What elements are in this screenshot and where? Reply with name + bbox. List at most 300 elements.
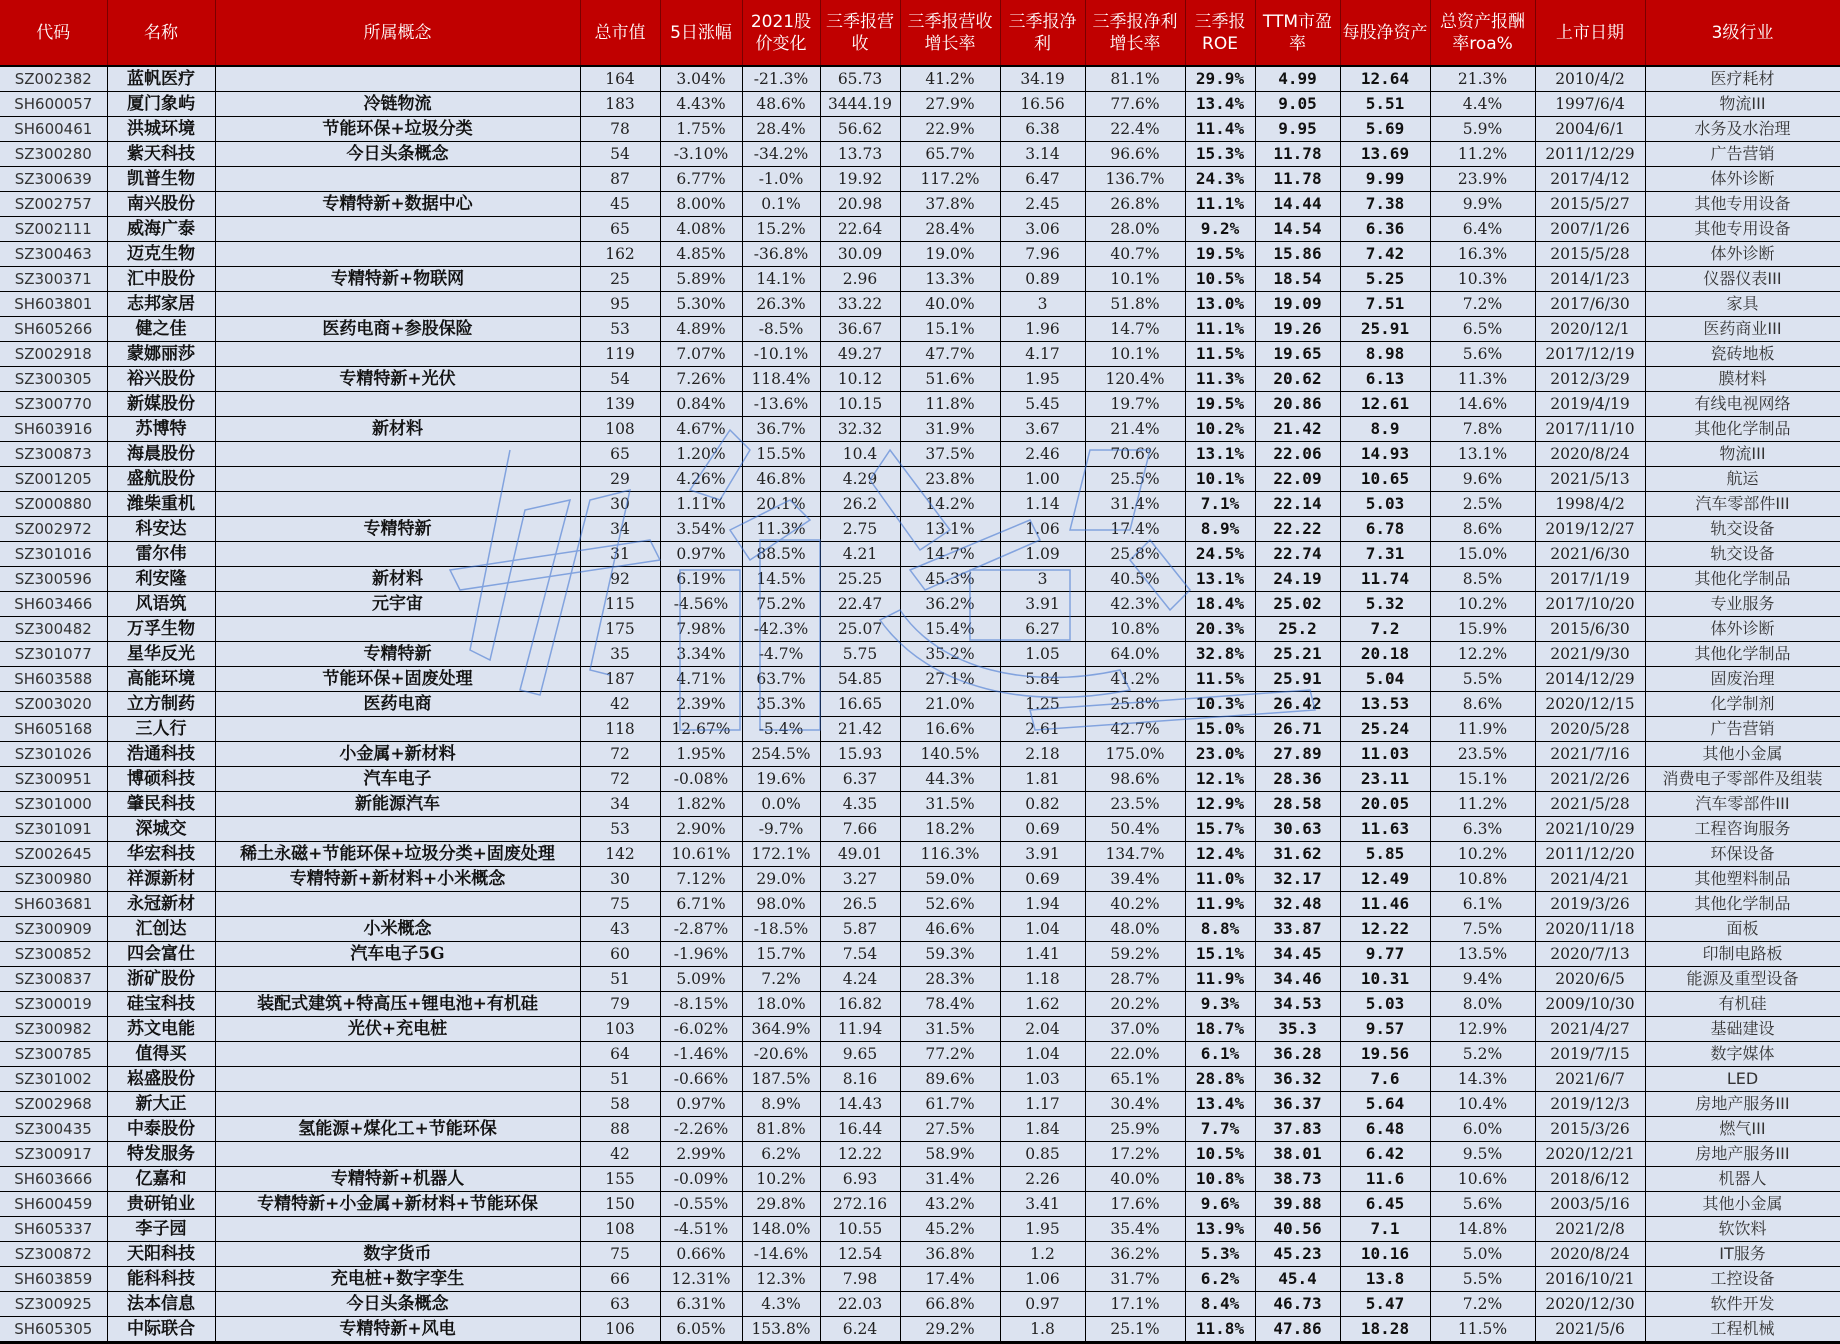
market-cap-cell[interactable]: 53 bbox=[580, 317, 660, 342]
ttm-pe-cell[interactable]: 45.23 bbox=[1255, 1242, 1340, 1267]
ttm-pe-cell[interactable]: 25.02 bbox=[1255, 592, 1340, 617]
market-cap-cell[interactable]: 183 bbox=[580, 92, 660, 117]
q3-net-profit-growth-cell[interactable]: 37.0% bbox=[1085, 1017, 1185, 1042]
stock-code-cell[interactable]: SZ301002 bbox=[0, 1067, 107, 1092]
q3-net-profit-growth-cell[interactable]: 81.1% bbox=[1085, 66, 1185, 92]
stock-code-cell[interactable]: SZ300982 bbox=[0, 1017, 107, 1042]
q3-roe-cell[interactable]: 10.2% bbox=[1185, 417, 1255, 442]
ttm-pe-cell[interactable]: 28.36 bbox=[1255, 767, 1340, 792]
q3-net-profit-cell[interactable]: 1.95 bbox=[1000, 367, 1085, 392]
industry-l3-cell[interactable]: 家具 bbox=[1645, 292, 1840, 317]
stock-name-cell[interactable]: 威海广泰 bbox=[107, 217, 215, 242]
table-row[interactable] bbox=[0, 692, 1840, 717]
price-change-2021-cell[interactable]: 18.0% bbox=[742, 992, 820, 1017]
listing-date-cell[interactable]: 2021/6/30 bbox=[1535, 542, 1645, 567]
q3-revenue-growth-cell[interactable]: 28.4% bbox=[900, 217, 1000, 242]
price-change-2021-cell[interactable]: 148.0% bbox=[742, 1217, 820, 1242]
price-change-2021-cell[interactable]: -14.6% bbox=[742, 1242, 820, 1267]
bvps-cell[interactable]: 11.03 bbox=[1340, 742, 1430, 767]
industry-l3-cell[interactable]: 有机硅 bbox=[1645, 992, 1840, 1017]
q3-revenue-growth-cell[interactable]: 31.9% bbox=[900, 417, 1000, 442]
stock-name-cell[interactable]: 苏文电能 bbox=[107, 1017, 215, 1042]
market-cap-cell[interactable]: 139 bbox=[580, 392, 660, 417]
stock-code-cell[interactable]: SZ300596 bbox=[0, 567, 107, 592]
stock-name-cell[interactable]: 三人行 bbox=[107, 717, 215, 742]
change-5d-cell[interactable]: 5.89% bbox=[660, 267, 742, 292]
table-row[interactable] bbox=[0, 1017, 1840, 1042]
concept-cell[interactable]: 专精特新+数据中心 bbox=[215, 192, 580, 217]
stock-name-cell[interactable]: 永冠新材 bbox=[107, 892, 215, 917]
q3-net-profit-cell[interactable]: 3.14 bbox=[1000, 142, 1085, 167]
concept-cell[interactable]: 医药电商 bbox=[215, 692, 580, 717]
q3-net-profit-cell[interactable]: 0.85 bbox=[1000, 1142, 1085, 1167]
listing-date-cell[interactable]: 2014/12/29 bbox=[1535, 667, 1645, 692]
bvps-cell[interactable]: 7.2 bbox=[1340, 617, 1430, 642]
price-change-2021-cell[interactable]: 15.7% bbox=[742, 942, 820, 967]
listing-date-cell[interactable]: 2009/10/30 bbox=[1535, 992, 1645, 1017]
concept-cell[interactable] bbox=[215, 1142, 580, 1167]
concept-cell[interactable] bbox=[215, 1217, 580, 1242]
price-change-2021-cell[interactable]: 6.2% bbox=[742, 1142, 820, 1167]
q3-net-profit-growth-cell[interactable]: 96.6% bbox=[1085, 142, 1185, 167]
listing-date-cell[interactable]: 2012/3/29 bbox=[1535, 367, 1645, 392]
listing-date-cell[interactable]: 2020/6/5 bbox=[1535, 967, 1645, 992]
q3-revenue-cell[interactable]: 13.73 bbox=[820, 142, 900, 167]
concept-cell[interactable]: 充电桩+数字孪生 bbox=[215, 1267, 580, 1292]
change-5d-cell[interactable]: 4.85% bbox=[660, 242, 742, 267]
listing-date-cell[interactable]: 1997/6/4 bbox=[1535, 92, 1645, 117]
concept-cell[interactable]: 医药电商+参股保险 bbox=[215, 317, 580, 342]
price-change-2021-cell[interactable]: 46.8% bbox=[742, 467, 820, 492]
bvps-cell[interactable]: 5.03 bbox=[1340, 492, 1430, 517]
price-change-2021-cell[interactable]: 364.9% bbox=[742, 1017, 820, 1042]
industry-l3-cell[interactable]: 其他化学制品 bbox=[1645, 642, 1840, 667]
stock-code-cell[interactable]: SZ300280 bbox=[0, 142, 107, 167]
concept-cell[interactable]: 小金属+新材料 bbox=[215, 742, 580, 767]
price-change-2021-cell[interactable]: -4.7% bbox=[742, 642, 820, 667]
ttm-pe-cell[interactable]: 19.09 bbox=[1255, 292, 1340, 317]
stock-code-cell[interactable]: SZ300873 bbox=[0, 442, 107, 467]
stock-name-cell[interactable]: 中泰股份 bbox=[107, 1117, 215, 1142]
q3-roe-cell[interactable]: 9.3% bbox=[1185, 992, 1255, 1017]
table-row[interactable] bbox=[0, 417, 1840, 442]
stock-code-cell[interactable]: SZ301077 bbox=[0, 642, 107, 667]
change-5d-cell[interactable]: 6.71% bbox=[660, 892, 742, 917]
concept-cell[interactable]: 新材料 bbox=[215, 417, 580, 442]
column-header[interactable]: 所属概念 bbox=[215, 0, 580, 66]
q3-net-profit-cell[interactable]: 3.91 bbox=[1000, 842, 1085, 867]
q3-revenue-cell[interactable]: 3444.19 bbox=[820, 92, 900, 117]
q3-net-profit-growth-cell[interactable]: 22.0% bbox=[1085, 1042, 1185, 1067]
change-5d-cell[interactable]: -2.87% bbox=[660, 917, 742, 942]
q3-revenue-growth-cell[interactable]: 47.7% bbox=[900, 342, 1000, 367]
industry-l3-cell[interactable]: 燃气III bbox=[1645, 1117, 1840, 1142]
q3-revenue-cell[interactable]: 7.66 bbox=[820, 817, 900, 842]
stock-code-cell[interactable]: SH605266 bbox=[0, 317, 107, 342]
stock-code-cell[interactable]: SZ300872 bbox=[0, 1242, 107, 1267]
roa-cell[interactable]: 5.6% bbox=[1430, 342, 1535, 367]
roa-cell[interactable]: 8.6% bbox=[1430, 517, 1535, 542]
bvps-cell[interactable]: 11.46 bbox=[1340, 892, 1430, 917]
q3-roe-cell[interactable]: 11.9% bbox=[1185, 892, 1255, 917]
q3-roe-cell[interactable]: 13.1% bbox=[1185, 442, 1255, 467]
change-5d-cell[interactable]: -0.66% bbox=[660, 1067, 742, 1092]
market-cap-cell[interactable]: 54 bbox=[580, 142, 660, 167]
change-5d-cell[interactable]: 12.67% bbox=[660, 717, 742, 742]
ttm-pe-cell[interactable]: 25.91 bbox=[1255, 667, 1340, 692]
concept-cell[interactable]: 新材料 bbox=[215, 567, 580, 592]
q3-revenue-cell[interactable]: 25.25 bbox=[820, 567, 900, 592]
bvps-cell[interactable]: 19.56 bbox=[1340, 1042, 1430, 1067]
q3-revenue-growth-cell[interactable]: 27.5% bbox=[900, 1117, 1000, 1142]
q3-revenue-growth-cell[interactable]: 36.2% bbox=[900, 592, 1000, 617]
listing-date-cell[interactable]: 2020/7/13 bbox=[1535, 942, 1645, 967]
stock-name-cell[interactable]: 蓝帆医疗 bbox=[107, 66, 215, 92]
industry-l3-cell[interactable]: 膜材料 bbox=[1645, 367, 1840, 392]
price-change-2021-cell[interactable]: 48.6% bbox=[742, 92, 820, 117]
table-row[interactable] bbox=[0, 1092, 1840, 1117]
q3-roe-cell[interactable]: 11.5% bbox=[1185, 342, 1255, 367]
industry-l3-cell[interactable]: 房地产服务III bbox=[1645, 1142, 1840, 1167]
q3-roe-cell[interactable]: 11.1% bbox=[1185, 192, 1255, 217]
stock-code-cell[interactable]: SH603666 bbox=[0, 1167, 107, 1192]
table-row[interactable] bbox=[0, 1067, 1840, 1092]
stock-name-cell[interactable]: 新大正 bbox=[107, 1092, 215, 1117]
concept-cell[interactable] bbox=[215, 242, 580, 267]
q3-roe-cell[interactable]: 15.1% bbox=[1185, 942, 1255, 967]
q3-revenue-cell[interactable]: 49.27 bbox=[820, 342, 900, 367]
q3-net-profit-growth-cell[interactable]: 31.7% bbox=[1085, 1267, 1185, 1292]
industry-l3-cell[interactable]: 瓷砖地板 bbox=[1645, 342, 1840, 367]
ttm-pe-cell[interactable]: 26.71 bbox=[1255, 717, 1340, 742]
price-change-2021-cell[interactable]: 15.5% bbox=[742, 442, 820, 467]
ttm-pe-cell[interactable]: 45.4 bbox=[1255, 1267, 1340, 1292]
q3-roe-cell[interactable]: 23.0% bbox=[1185, 742, 1255, 767]
concept-cell[interactable]: 专精特新 bbox=[215, 642, 580, 667]
q3-revenue-cell[interactable]: 16.44 bbox=[820, 1117, 900, 1142]
q3-net-profit-growth-cell[interactable]: 19.7% bbox=[1085, 392, 1185, 417]
q3-roe-cell[interactable]: 9.6% bbox=[1185, 1192, 1255, 1217]
ttm-pe-cell[interactable]: 22.09 bbox=[1255, 467, 1340, 492]
stock-name-cell[interactable]: 博硕科技 bbox=[107, 767, 215, 792]
roa-cell[interactable]: 5.5% bbox=[1430, 1267, 1535, 1292]
bvps-cell[interactable]: 5.25 bbox=[1340, 267, 1430, 292]
roa-cell[interactable]: 10.6% bbox=[1430, 1167, 1535, 1192]
concept-cell[interactable] bbox=[215, 892, 580, 917]
stock-name-cell[interactable]: 能科科技 bbox=[107, 1267, 215, 1292]
bvps-cell[interactable]: 5.47 bbox=[1340, 1292, 1430, 1317]
concept-cell[interactable]: 专精特新+物联网 bbox=[215, 267, 580, 292]
bvps-cell[interactable]: 7.6 bbox=[1340, 1067, 1430, 1092]
q3-net-profit-growth-cell[interactable]: 59.2% bbox=[1085, 942, 1185, 967]
change-5d-cell[interactable]: 10.61% bbox=[660, 842, 742, 867]
industry-l3-cell[interactable]: 物流III bbox=[1645, 92, 1840, 117]
market-cap-cell[interactable]: 51 bbox=[580, 967, 660, 992]
q3-revenue-cell[interactable]: 26.2 bbox=[820, 492, 900, 517]
concept-cell[interactable]: 节能环保+垃圾分类 bbox=[215, 117, 580, 142]
stock-name-cell[interactable]: 汇中股份 bbox=[107, 267, 215, 292]
q3-roe-cell[interactable]: 15.0% bbox=[1185, 717, 1255, 742]
q3-roe-cell[interactable]: 11.3% bbox=[1185, 367, 1255, 392]
ttm-pe-cell[interactable]: 38.73 bbox=[1255, 1167, 1340, 1192]
table-row[interactable] bbox=[0, 1117, 1840, 1142]
stock-name-cell[interactable]: 南兴股份 bbox=[107, 192, 215, 217]
bvps-cell[interactable]: 5.03 bbox=[1340, 992, 1430, 1017]
q3-revenue-cell[interactable]: 22.47 bbox=[820, 592, 900, 617]
q3-roe-cell[interactable]: 11.4% bbox=[1185, 117, 1255, 142]
ttm-pe-cell[interactable]: 30.63 bbox=[1255, 817, 1340, 842]
q3-revenue-cell[interactable]: 21.42 bbox=[820, 717, 900, 742]
listing-date-cell[interactable]: 2019/12/3 bbox=[1535, 1092, 1645, 1117]
roa-cell[interactable]: 9.6% bbox=[1430, 467, 1535, 492]
price-change-2021-cell[interactable]: 19.6% bbox=[742, 767, 820, 792]
q3-net-profit-cell[interactable]: 1.00 bbox=[1000, 467, 1085, 492]
ttm-pe-cell[interactable]: 21.42 bbox=[1255, 417, 1340, 442]
listing-date-cell[interactable]: 2017/6/30 bbox=[1535, 292, 1645, 317]
industry-l3-cell[interactable]: 汽车零部件III bbox=[1645, 492, 1840, 517]
listing-date-cell[interactable]: 2015/3/26 bbox=[1535, 1117, 1645, 1142]
change-5d-cell[interactable]: 4.71% bbox=[660, 667, 742, 692]
change-5d-cell[interactable]: -0.55% bbox=[660, 1192, 742, 1217]
q3-revenue-growth-cell[interactable]: 28.3% bbox=[900, 967, 1000, 992]
q3-revenue-cell[interactable]: 14.43 bbox=[820, 1092, 900, 1117]
industry-l3-cell[interactable]: 机器人 bbox=[1645, 1167, 1840, 1192]
stock-code-cell[interactable]: SZ002645 bbox=[0, 842, 107, 867]
roa-cell[interactable]: 8.5% bbox=[1430, 567, 1535, 592]
column-header[interactable]: 3级行业 bbox=[1645, 0, 1840, 66]
q3-revenue-cell[interactable]: 54.85 bbox=[820, 667, 900, 692]
stock-name-cell[interactable]: 中际联合 bbox=[107, 1317, 215, 1343]
market-cap-cell[interactable]: 95 bbox=[580, 292, 660, 317]
concept-cell[interactable]: 节能环保+固废处理 bbox=[215, 667, 580, 692]
ttm-pe-cell[interactable]: 34.45 bbox=[1255, 942, 1340, 967]
bvps-cell[interactable]: 5.64 bbox=[1340, 1092, 1430, 1117]
listing-date-cell[interactable]: 2021/2/8 bbox=[1535, 1217, 1645, 1242]
q3-revenue-growth-cell[interactable]: 16.6% bbox=[900, 717, 1000, 742]
ttm-pe-cell[interactable]: 40.56 bbox=[1255, 1217, 1340, 1242]
industry-l3-cell[interactable]: 基础建设 bbox=[1645, 1017, 1840, 1042]
industry-l3-cell[interactable]: 汽车零部件III bbox=[1645, 792, 1840, 817]
stock-code-cell[interactable]: SZ300770 bbox=[0, 392, 107, 417]
q3-revenue-cell[interactable]: 16.82 bbox=[820, 992, 900, 1017]
q3-net-profit-cell[interactable]: 1.8 bbox=[1000, 1317, 1085, 1343]
listing-date-cell[interactable]: 2015/5/27 bbox=[1535, 192, 1645, 217]
q3-revenue-growth-cell[interactable]: 78.4% bbox=[900, 992, 1000, 1017]
bvps-cell[interactable]: 6.48 bbox=[1340, 1117, 1430, 1142]
listing-date-cell[interactable]: 2019/4/19 bbox=[1535, 392, 1645, 417]
table-row[interactable] bbox=[0, 167, 1840, 192]
stock-code-cell[interactable]: SH603466 bbox=[0, 592, 107, 617]
stock-name-cell[interactable]: 志邦家居 bbox=[107, 292, 215, 317]
ttm-pe-cell[interactable]: 32.48 bbox=[1255, 892, 1340, 917]
q3-revenue-growth-cell[interactable]: 31.5% bbox=[900, 1017, 1000, 1042]
q3-net-profit-cell[interactable]: 1.95 bbox=[1000, 1217, 1085, 1242]
stock-code-cell[interactable]: SZ002918 bbox=[0, 342, 107, 367]
q3-net-profit-cell[interactable]: 6.27 bbox=[1000, 617, 1085, 642]
industry-l3-cell[interactable]: 数字媒体 bbox=[1645, 1042, 1840, 1067]
roa-cell[interactable]: 5.5% bbox=[1430, 667, 1535, 692]
bvps-cell[interactable]: 6.42 bbox=[1340, 1142, 1430, 1167]
q3-revenue-cell[interactable]: 5.87 bbox=[820, 917, 900, 942]
stock-name-cell[interactable]: 高能环境 bbox=[107, 667, 215, 692]
market-cap-cell[interactable]: 34 bbox=[580, 792, 660, 817]
stock-name-cell[interactable]: 苏博特 bbox=[107, 417, 215, 442]
stock-code-cell[interactable]: SZ002972 bbox=[0, 517, 107, 542]
q3-roe-cell[interactable]: 6.1% bbox=[1185, 1042, 1255, 1067]
bvps-cell[interactable]: 8.9 bbox=[1340, 417, 1430, 442]
q3-revenue-growth-cell[interactable]: 14.7% bbox=[900, 542, 1000, 567]
industry-l3-cell[interactable]: 医药商业III bbox=[1645, 317, 1840, 342]
change-5d-cell[interactable]: 3.04% bbox=[660, 66, 742, 92]
q3-net-profit-cell[interactable]: 1.05 bbox=[1000, 642, 1085, 667]
change-5d-cell[interactable]: 3.54% bbox=[660, 517, 742, 542]
ttm-pe-cell[interactable]: 22.14 bbox=[1255, 492, 1340, 517]
q3-revenue-cell[interactable]: 26.5 bbox=[820, 892, 900, 917]
price-change-2021-cell[interactable]: -36.8% bbox=[742, 242, 820, 267]
roa-cell[interactable]: 5.6% bbox=[1430, 1192, 1535, 1217]
change-5d-cell[interactable]: 4.89% bbox=[660, 317, 742, 342]
industry-l3-cell[interactable]: 其他化学制品 bbox=[1645, 417, 1840, 442]
price-change-2021-cell[interactable]: 81.8% bbox=[742, 1117, 820, 1142]
roa-cell[interactable]: 13.5% bbox=[1430, 942, 1535, 967]
q3-net-profit-growth-cell[interactable]: 42.3% bbox=[1085, 592, 1185, 617]
industry-l3-cell[interactable]: 其他专用设备 bbox=[1645, 192, 1840, 217]
stock-code-cell[interactable]: SH600057 bbox=[0, 92, 107, 117]
market-cap-cell[interactable]: 150 bbox=[580, 1192, 660, 1217]
price-change-2021-cell[interactable]: 153.8% bbox=[742, 1317, 820, 1343]
price-change-2021-cell[interactable]: -13.6% bbox=[742, 392, 820, 417]
market-cap-cell[interactable]: 118 bbox=[580, 717, 660, 742]
stock-code-cell[interactable]: SZ300435 bbox=[0, 1117, 107, 1142]
q3-revenue-growth-cell[interactable]: 15.4% bbox=[900, 617, 1000, 642]
roa-cell[interactable]: 9.4% bbox=[1430, 967, 1535, 992]
bvps-cell[interactable]: 20.18 bbox=[1340, 642, 1430, 667]
ttm-pe-cell[interactable]: 35.3 bbox=[1255, 1017, 1340, 1042]
q3-net-profit-growth-cell[interactable]: 26.8% bbox=[1085, 192, 1185, 217]
q3-roe-cell[interactable]: 8.4% bbox=[1185, 1292, 1255, 1317]
roa-cell[interactable]: 11.2% bbox=[1430, 792, 1535, 817]
price-change-2021-cell[interactable]: 35.3% bbox=[742, 692, 820, 717]
q3-revenue-cell[interactable]: 65.73 bbox=[820, 66, 900, 92]
stock-name-cell[interactable]: 李子园 bbox=[107, 1217, 215, 1242]
column-header[interactable]: 三季报ROE bbox=[1185, 0, 1255, 66]
q3-net-profit-cell[interactable]: 2.18 bbox=[1000, 742, 1085, 767]
price-change-2021-cell[interactable]: 63.7% bbox=[742, 667, 820, 692]
q3-revenue-growth-cell[interactable]: 59.0% bbox=[900, 867, 1000, 892]
q3-net-profit-cell[interactable]: 0.97 bbox=[1000, 1292, 1085, 1317]
concept-cell[interactable] bbox=[215, 467, 580, 492]
concept-cell[interactable] bbox=[215, 1042, 580, 1067]
ttm-pe-cell[interactable]: 34.53 bbox=[1255, 992, 1340, 1017]
q3-net-profit-cell[interactable]: 1.04 bbox=[1000, 917, 1085, 942]
q3-revenue-cell[interactable]: 56.62 bbox=[820, 117, 900, 142]
concept-cell[interactable]: 冷链物流 bbox=[215, 92, 580, 117]
roa-cell[interactable]: 4.4% bbox=[1430, 92, 1535, 117]
q3-revenue-growth-cell[interactable]: 51.6% bbox=[900, 367, 1000, 392]
stock-code-cell[interactable]: SZ003020 bbox=[0, 692, 107, 717]
stock-code-cell[interactable]: SH605337 bbox=[0, 1217, 107, 1242]
market-cap-cell[interactable]: 78 bbox=[580, 117, 660, 142]
listing-date-cell[interactable]: 2020/8/24 bbox=[1535, 442, 1645, 467]
price-change-2021-cell[interactable]: -8.5% bbox=[742, 317, 820, 342]
q3-roe-cell[interactable]: 11.8% bbox=[1185, 1317, 1255, 1343]
table-row[interactable] bbox=[0, 66, 1840, 92]
roa-cell[interactable]: 12.2% bbox=[1430, 642, 1535, 667]
price-change-2021-cell[interactable]: 98.0% bbox=[742, 892, 820, 917]
table-row[interactable] bbox=[0, 917, 1840, 942]
listing-date-cell[interactable]: 2004/6/1 bbox=[1535, 117, 1645, 142]
stock-name-cell[interactable]: 科安达 bbox=[107, 517, 215, 542]
roa-cell[interactable]: 8.0% bbox=[1430, 992, 1535, 1017]
market-cap-cell[interactable]: 25 bbox=[580, 267, 660, 292]
listing-date-cell[interactable]: 2020/12/30 bbox=[1535, 1292, 1645, 1317]
bvps-cell[interactable]: 25.91 bbox=[1340, 317, 1430, 342]
q3-revenue-cell[interactable]: 11.94 bbox=[820, 1017, 900, 1042]
table-row[interactable] bbox=[0, 92, 1840, 117]
roa-cell[interactable]: 15.1% bbox=[1430, 767, 1535, 792]
stock-name-cell[interactable]: 厦门象屿 bbox=[107, 92, 215, 117]
market-cap-cell[interactable]: 164 bbox=[580, 66, 660, 92]
change-5d-cell[interactable]: 7.12% bbox=[660, 867, 742, 892]
table-row[interactable] bbox=[0, 1242, 1840, 1267]
concept-cell[interactable] bbox=[215, 817, 580, 842]
market-cap-cell[interactable]: 63 bbox=[580, 1292, 660, 1317]
stock-code-cell[interactable]: SZ301026 bbox=[0, 742, 107, 767]
table-row[interactable] bbox=[0, 667, 1840, 692]
industry-l3-cell[interactable]: 软饮料 bbox=[1645, 1217, 1840, 1242]
table-row[interactable] bbox=[0, 517, 1840, 542]
column-header[interactable]: 三季报净利增长率 bbox=[1085, 0, 1185, 66]
q3-net-profit-cell[interactable]: 1.25 bbox=[1000, 692, 1085, 717]
listing-date-cell[interactable]: 2010/4/2 bbox=[1535, 66, 1645, 92]
roa-cell[interactable]: 7.2% bbox=[1430, 1292, 1535, 1317]
table-row[interactable] bbox=[0, 142, 1840, 167]
table-row[interactable] bbox=[0, 1217, 1840, 1242]
bvps-cell[interactable]: 11.6 bbox=[1340, 1167, 1430, 1192]
change-5d-cell[interactable]: -4.51% bbox=[660, 1217, 742, 1242]
change-5d-cell[interactable]: 6.05% bbox=[660, 1317, 742, 1343]
q3-revenue-cell[interactable]: 4.21 bbox=[820, 542, 900, 567]
roa-cell[interactable]: 10.2% bbox=[1430, 592, 1535, 617]
listing-date-cell[interactable]: 2020/5/28 bbox=[1535, 717, 1645, 742]
q3-net-profit-growth-cell[interactable]: 17.1% bbox=[1085, 1292, 1185, 1317]
industry-l3-cell[interactable]: 广告营销 bbox=[1645, 142, 1840, 167]
table-row[interactable] bbox=[0, 292, 1840, 317]
table-row[interactable] bbox=[0, 642, 1840, 667]
stock-name-cell[interactable]: 深城交 bbox=[107, 817, 215, 842]
q3-net-profit-cell[interactable]: 1.96 bbox=[1000, 317, 1085, 342]
q3-revenue-cell[interactable]: 49.01 bbox=[820, 842, 900, 867]
change-5d-cell[interactable]: 6.31% bbox=[660, 1292, 742, 1317]
market-cap-cell[interactable]: 42 bbox=[580, 1142, 660, 1167]
q3-revenue-growth-cell[interactable]: 140.5% bbox=[900, 742, 1000, 767]
ttm-pe-cell[interactable]: 25.21 bbox=[1255, 642, 1340, 667]
roa-cell[interactable]: 5.9% bbox=[1430, 117, 1535, 142]
listing-date-cell[interactable]: 2020/12/15 bbox=[1535, 692, 1645, 717]
table-row[interactable] bbox=[0, 242, 1840, 267]
q3-net-profit-cell[interactable]: 3.41 bbox=[1000, 1192, 1085, 1217]
q3-revenue-cell[interactable]: 8.16 bbox=[820, 1067, 900, 1092]
column-header[interactable]: 三季报营收 bbox=[820, 0, 900, 66]
table-row[interactable] bbox=[0, 742, 1840, 767]
market-cap-cell[interactable]: 75 bbox=[580, 892, 660, 917]
q3-net-profit-growth-cell[interactable]: 31.4% bbox=[1085, 492, 1185, 517]
bvps-cell[interactable]: 8.98 bbox=[1340, 342, 1430, 367]
q3-net-profit-growth-cell[interactable]: 77.6% bbox=[1085, 92, 1185, 117]
ttm-pe-cell[interactable]: 34.46 bbox=[1255, 967, 1340, 992]
change-5d-cell[interactable]: -0.08% bbox=[660, 767, 742, 792]
market-cap-cell[interactable]: 155 bbox=[580, 1167, 660, 1192]
